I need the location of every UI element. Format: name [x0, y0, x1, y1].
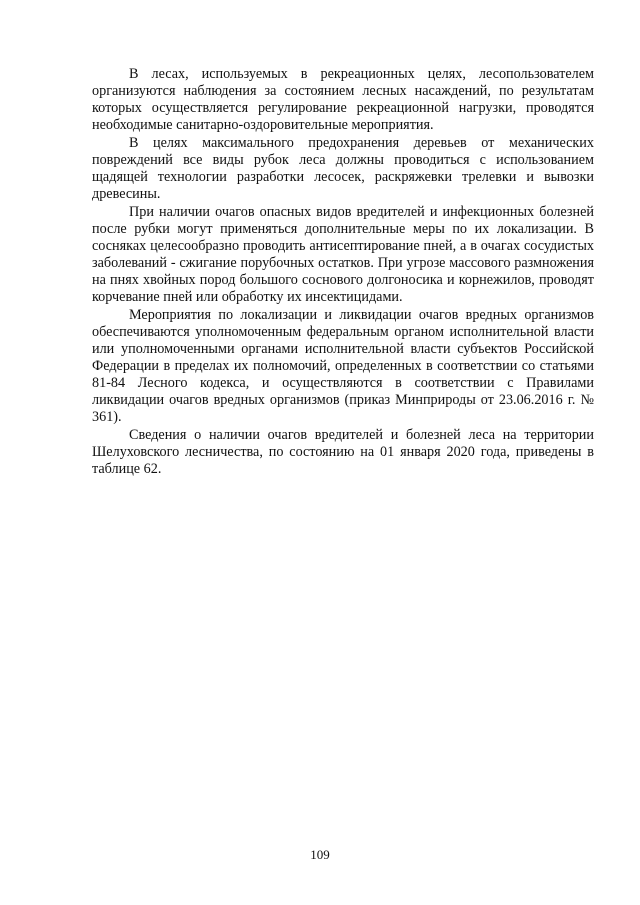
- body-text: [92, 66, 594, 479]
- page-number: 109: [310, 847, 330, 862]
- paragraph-table-reference: Сведения о наличии очагов вредителей и болезней леса на территории Шелуховского лесничества, по состоянию на 01 января 2020 года, приведены в таблице 62.: [92, 427, 594, 477]
- paragraph-damage-prevention: В целях максимального предохранения деревьев от механических повреждений все виды рубок леса должны проводиться с использованием щадящей технологии разработки лесосек, раскряжевки трелевки и вывозки древесины.: [92, 135, 594, 202]
- paragraph-measures-authority: Мероприятия по локализации и ликвидации очагов вредных организмов обеспечиваются уполномоченным федеральным органом исполнительной власти или уполномоченными органами исполнительной власти субъектов Российской Федерации в пределах их полномочий, определенных в соответствии со статьями 81-84 Лесного кодекса, и осуществляются в соответствии с Правилами ликвидации очагов вредных организмов (приказ Минприроды от 23.06.2016 г. № 361).: [92, 307, 594, 425]
- paragraph-pest-localization: При наличии очагов опасных видов вредителей и инфекционных болезней после рубки могут применяться дополнительные меры по их локализации. В сосняках целесообразно проводить антисептирование пней, а в очагах сосудистых заболеваний - сжигание порубочных остатков. При угрозе массового размножения на пнях хвойных пород большого соснового долгоносика и корнежилов, проводят корчевание пней или обработку их инсектицидами.: [92, 204, 594, 305]
- paragraph-recreation: В лесах, используемых в рекреационных целях, лесопользователем организуются наблюдения за состоянием лесных насаждений, по результатам которых осуществляется регулирование рекреационной нагрузки, проводятся необходимые санитарно-оздоровительные мероприятия.: [92, 66, 594, 133]
